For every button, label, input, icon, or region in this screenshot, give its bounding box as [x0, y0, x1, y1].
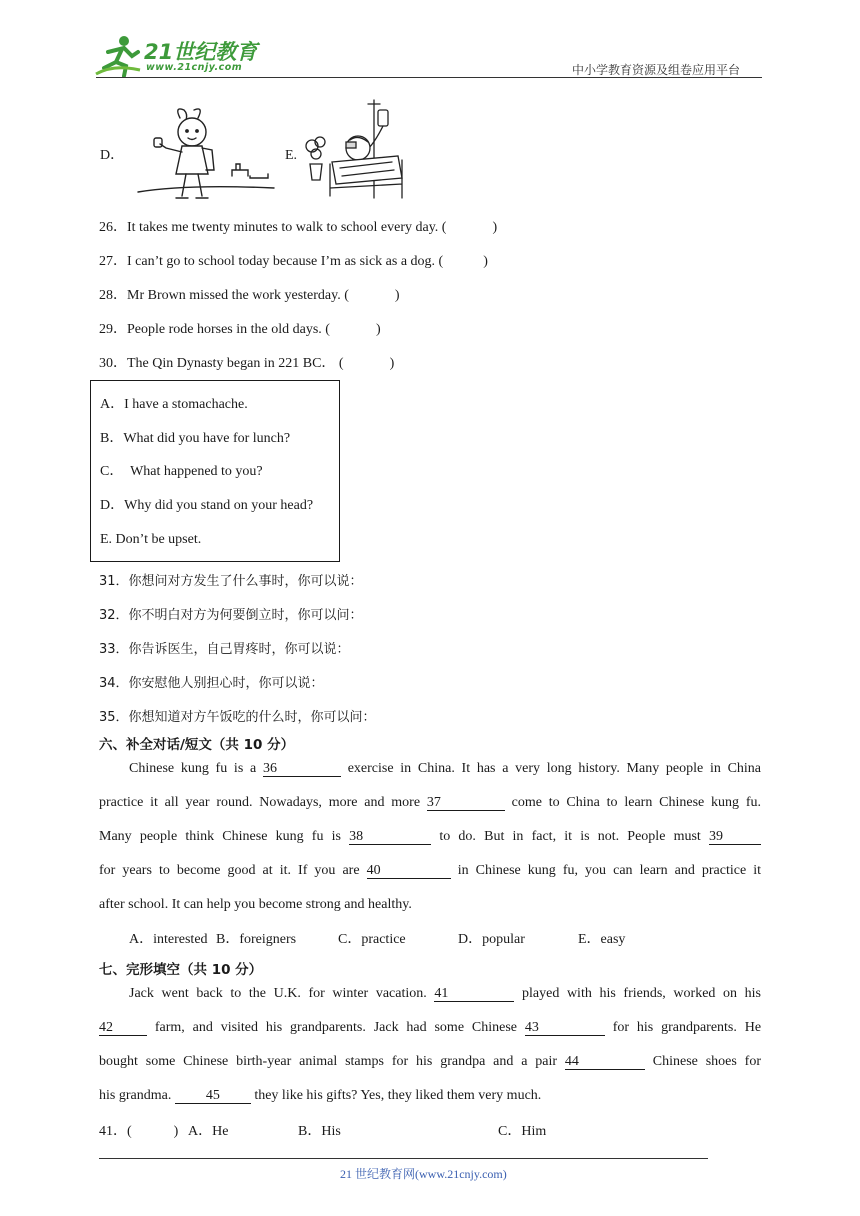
footer-rule	[99, 1158, 708, 1159]
blank-40[interactable]: 40	[367, 863, 451, 879]
section-6-line-1: Chinese kung fu is a 36 exercise in China. It has a very long history. Many people in China	[129, 761, 762, 776]
blank-43[interactable]: 43	[525, 1020, 605, 1036]
option-a: A．I have a stomachache.	[100, 397, 248, 412]
section-7-line-1: Jack went back to the U.K. for winter vacation. 41 played with his friends, worked on his	[129, 986, 761, 1001]
logo-url: www.21cnjy.com	[146, 62, 243, 73]
header-rule	[96, 77, 762, 78]
question-33: 33．你告诉医生，自己胃疼时，你可以说：	[99, 642, 350, 657]
option-he: A．He	[188, 1124, 229, 1139]
question-32: 32．你不明白对方为何要倒立时，你可以问：	[99, 608, 363, 623]
picture-d-label: D．	[100, 148, 125, 163]
question-28: 28．Mr Brown missed the work yesterday. ( )	[99, 288, 400, 303]
option-e: E. Don’t be upset.	[100, 532, 202, 547]
picture-e-label: E.	[285, 148, 298, 163]
question-26: 26．It takes me twenty minutes to walk to school every day. ( )	[99, 220, 498, 235]
option-easy: E．easy	[578, 932, 626, 947]
blank-41[interactable]: 41	[434, 986, 514, 1002]
girl-thumbs-up-picture	[136, 104, 276, 208]
option-b: B．What did you have for lunch?	[100, 431, 291, 446]
question-35: 35．你想知道对方午饭吃的什么时，你可以问：	[99, 710, 376, 725]
question-41-number: 41．( )	[99, 1124, 179, 1139]
blank-39[interactable]: 39	[709, 829, 761, 845]
section-7-line-3: bought some Chinese birth-year animal stamps for his grandpa and a pair 44 Chinese shoes for	[99, 1054, 762, 1069]
header-platform-text: 中小学教育资源及组卷应用平台	[572, 63, 741, 77]
question-30: 30．The Qin Dynasty began in 221 BC． ( )	[99, 356, 395, 371]
question-27: 27．I can’t go to school today because I’m as sick as a dog. ( )	[99, 254, 488, 269]
section-6-line-5: after school. It can help you become strong and healthy.	[99, 897, 412, 912]
options-box	[90, 380, 340, 562]
question-29: 29．People rode horses in the old days. ( )	[99, 322, 381, 337]
option-him: C．Him	[498, 1124, 547, 1139]
option-d: D．Why did you stand on your head?	[100, 498, 314, 513]
blank-42[interactable]: 42	[99, 1020, 147, 1036]
footer-text[interactable]: 21 世纪教育网(www.21cnjy.com)	[340, 1167, 507, 1181]
blank-44[interactable]: 44	[565, 1054, 645, 1070]
section-6-title: 六、补全对话/短文（共 10 分）	[99, 737, 295, 753]
option-c: C． What happened to you?	[100, 464, 263, 479]
question-31: 31．你想问对方发生了什么事时，你可以说：	[99, 574, 363, 589]
blank-37[interactable]: 37	[427, 795, 505, 811]
option-foreigners: B．foreigners	[216, 932, 297, 947]
section-7-line-2: 42 farm, and visited his grandparents. Jack had some Chinese 43 for his grandparents. He	[99, 1020, 762, 1035]
logo	[94, 34, 264, 78]
logo-runner-icon	[94, 34, 142, 78]
option-popular: D．popular	[458, 932, 525, 947]
question-34: 34．你安慰他人别担心时，你可以说：	[99, 676, 324, 691]
option-practice: C．practice	[338, 932, 406, 947]
blank-45[interactable]: 45	[175, 1088, 251, 1104]
logo-title: 21世纪教育	[144, 40, 258, 64]
section-6-line-2: practice it all year round. Nowadays, more and more 37 come to China to learn Chinese kung fu.	[99, 795, 761, 810]
section-6-line-4: for years to become good at it. If you are 40 in Chinese kung fu, you can learn and practice it	[99, 863, 762, 878]
option-his: B．His	[298, 1124, 341, 1139]
section-7-line-4: his grandma. 45 they like his gifts? Yes, they liked them very much.	[99, 1088, 542, 1103]
section-6-line-3: Many people think Chinese kung fu is 38 to do. But in fact, it is not. People must 39	[99, 829, 761, 845]
section-7-title: 七、完形填空（共 10 分）	[99, 962, 263, 978]
blank-38[interactable]: 38	[349, 829, 431, 845]
sick-boy-in-hospital-bed-picture	[302, 98, 406, 210]
option-interested: A．interested	[129, 932, 208, 947]
blank-36[interactable]: 36	[263, 761, 341, 777]
